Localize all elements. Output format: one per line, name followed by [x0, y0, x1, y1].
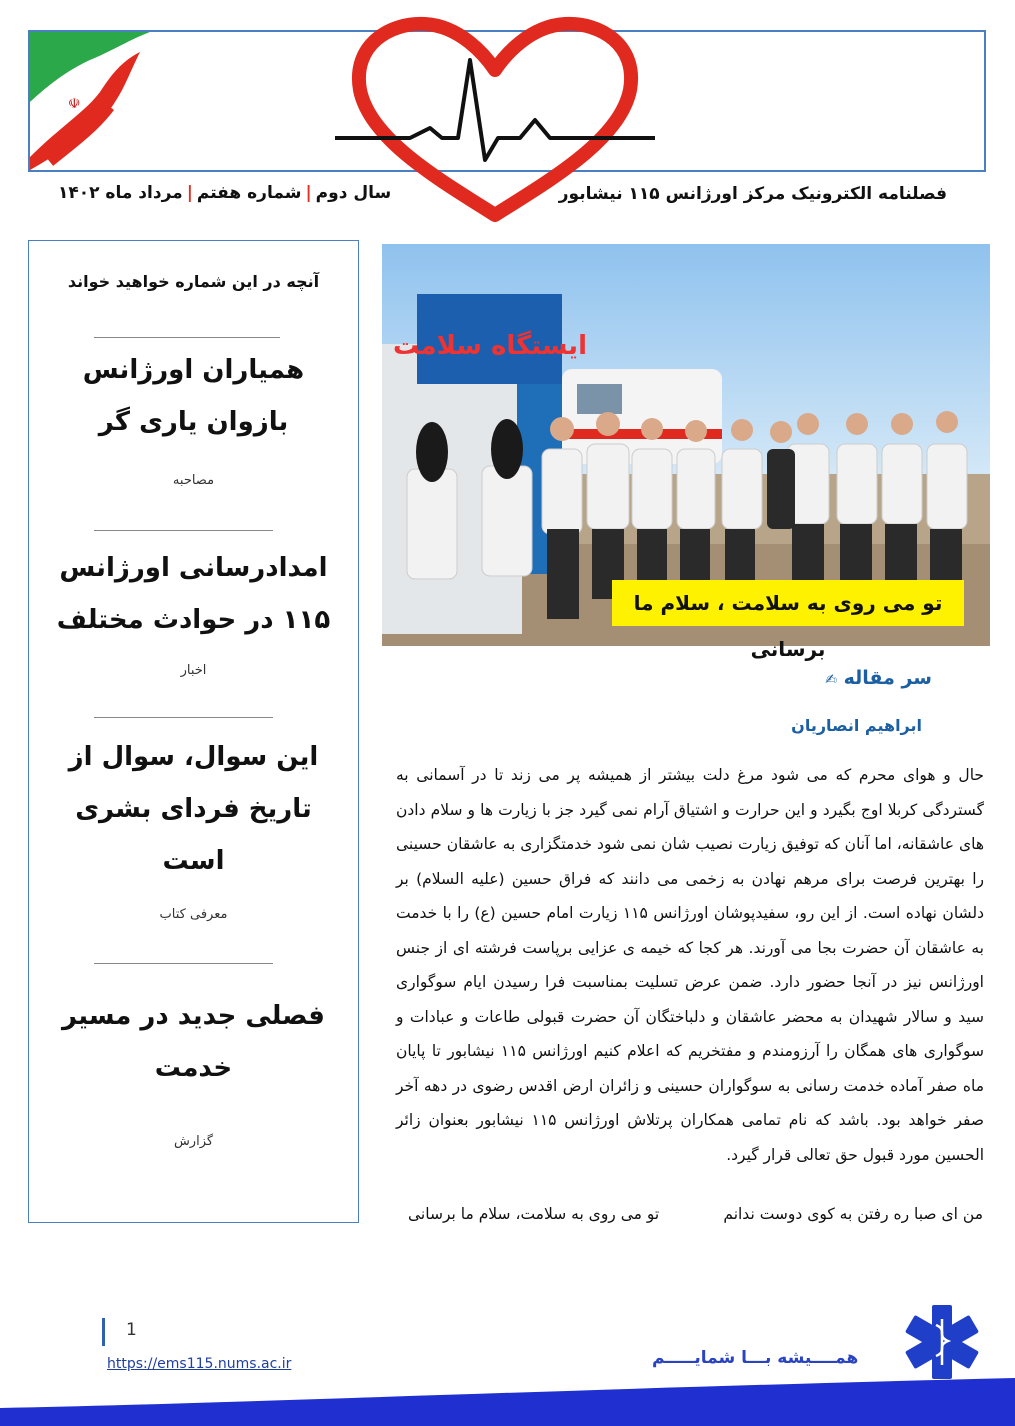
poem-line-2: تو می روی به سلامت، سلام ما برسانی — [408, 1205, 660, 1223]
issue-info — [58, 183, 391, 203]
toc-heading-line: فصلی جدید در مسیر — [62, 1001, 325, 1031]
editorial-author: ابراهیم انصاریان — [791, 716, 922, 735]
divider — [94, 717, 273, 718]
toc-heading-line: خدمت — [154, 1053, 233, 1083]
svg-text:☫: ☫ — [68, 96, 81, 112]
toc-heading-line: ۱۱۵ در حوادث مختلف — [56, 605, 331, 635]
iran-flag-graphic — [30, 32, 160, 170]
editorial-title — [825, 667, 932, 689]
separator: | — [305, 183, 312, 203]
page-number: 1 — [126, 1320, 137, 1340]
toc-heading-line: امدادرسانی اورژانس — [59, 553, 328, 583]
toc-item-heading[interactable] — [28, 731, 359, 887]
divider — [94, 963, 273, 964]
editorial-title-text: سر مقاله — [843, 667, 932, 689]
toc-heading-line: همیاران اورژانس — [82, 355, 305, 385]
station-sign: ایستگاه سلامت — [393, 331, 587, 361]
issue-number: شماره هفتم — [196, 183, 302, 203]
toc-item-heading[interactable] — [28, 344, 359, 448]
toc-item-heading[interactable] — [28, 990, 359, 1094]
photo-caption: تو می روی به سلامت ، سلام ما برسانی — [612, 580, 964, 626]
publication-title: فصلنامه الکترونیک مرکز اورژانس ۱۱۵ نیشابور — [558, 184, 947, 204]
issue-date: مرداد ماه ۱۴۰۲ — [58, 183, 183, 203]
toc-item-category: معرفی کتاب — [159, 907, 228, 922]
toc-item-category: اخبار — [180, 663, 207, 678]
footer-wave — [0, 1378, 1015, 1426]
page-number-bar — [102, 1318, 105, 1346]
issue-year: سال دوم — [315, 183, 392, 203]
footer-motto: همــــیشه بـــا شمایـــــم — [652, 1348, 859, 1368]
separator: | — [186, 183, 193, 203]
toc-heading-line: تاریخ فردای بشری — [75, 794, 312, 824]
star-of-life-icon — [903, 1303, 981, 1381]
toc-item-category: مصاحبه — [172, 473, 215, 488]
divider — [94, 530, 273, 531]
toc-title: آنچه در این شماره خواهید خواند — [67, 272, 320, 291]
toc-heading-line: بازوان یاری گر — [98, 407, 289, 437]
toc-item-category: گزارش — [173, 1134, 214, 1149]
editorial-body: حال و هوای محرم که می شود مرغ دلت بیشتر از همیشه پر می زند تا در آسمانی به گستردگی کربلا اوج بگیرد و این حرارت و اشتیاق آرام نمی گیرد جز با زیارت ها و سلام دادن های عاشقانه، اما آنان که توفیق زیارت نصیب شان نمی شود خدمتگزاری به عاشقان حسینی را بهترین فرصت برای مرهم نهادن به زخمی می دانند که فراق حسین (علیه السلام) بر دلشان نهاده است. از این رو، سفیدپوشان اورژانس ۱۱۵ زیارت امام حسین (ع) را با خدمت به عاشقان آن حضرت بجا می آورند. هر کجا که خیمه ی عزایی برپاست فرشته ای از جنس اورژانس نیز در آنجا حضور دارد. ضمن عرض تسلیت بمناسبت فرا رسیدن ایام سوگواری سید و سالار شهیدان به محضر عاشقان و دلباختگان آن حضرت قبولی طاعات و عبادات و سوگواری های همگان را آرزومندم و مفتخریم که اعلام کنیم اورژانس ۱۱۵ نیشابور تا پایان ماه صفر آماده خدمت رسانی به سوگواران حسینی و زائران ارض اقدس رضوی در دهه آخر صفر خواهد بود. باشد که نام تمامی همکاران پرتلاش اورژانس ۱۱۵ نیشابور بعنوان زائر الحسین مورد قبول حق تعالی قرار گیرد. — [396, 766, 985, 1164]
website-link[interactable]: https://ems115.nums.ac.ir — [107, 1356, 292, 1372]
writing-hand-icon: ✍ — [825, 672, 838, 688]
toc-item-heading[interactable] — [28, 542, 359, 646]
poem-line-1: من ای صبا ره رفتن به کوی دوست ندانم — [723, 1205, 983, 1223]
toc-heading-line: است — [162, 846, 225, 876]
divider — [94, 337, 280, 338]
toc-heading-line: این سوال، سوال از — [68, 742, 319, 772]
